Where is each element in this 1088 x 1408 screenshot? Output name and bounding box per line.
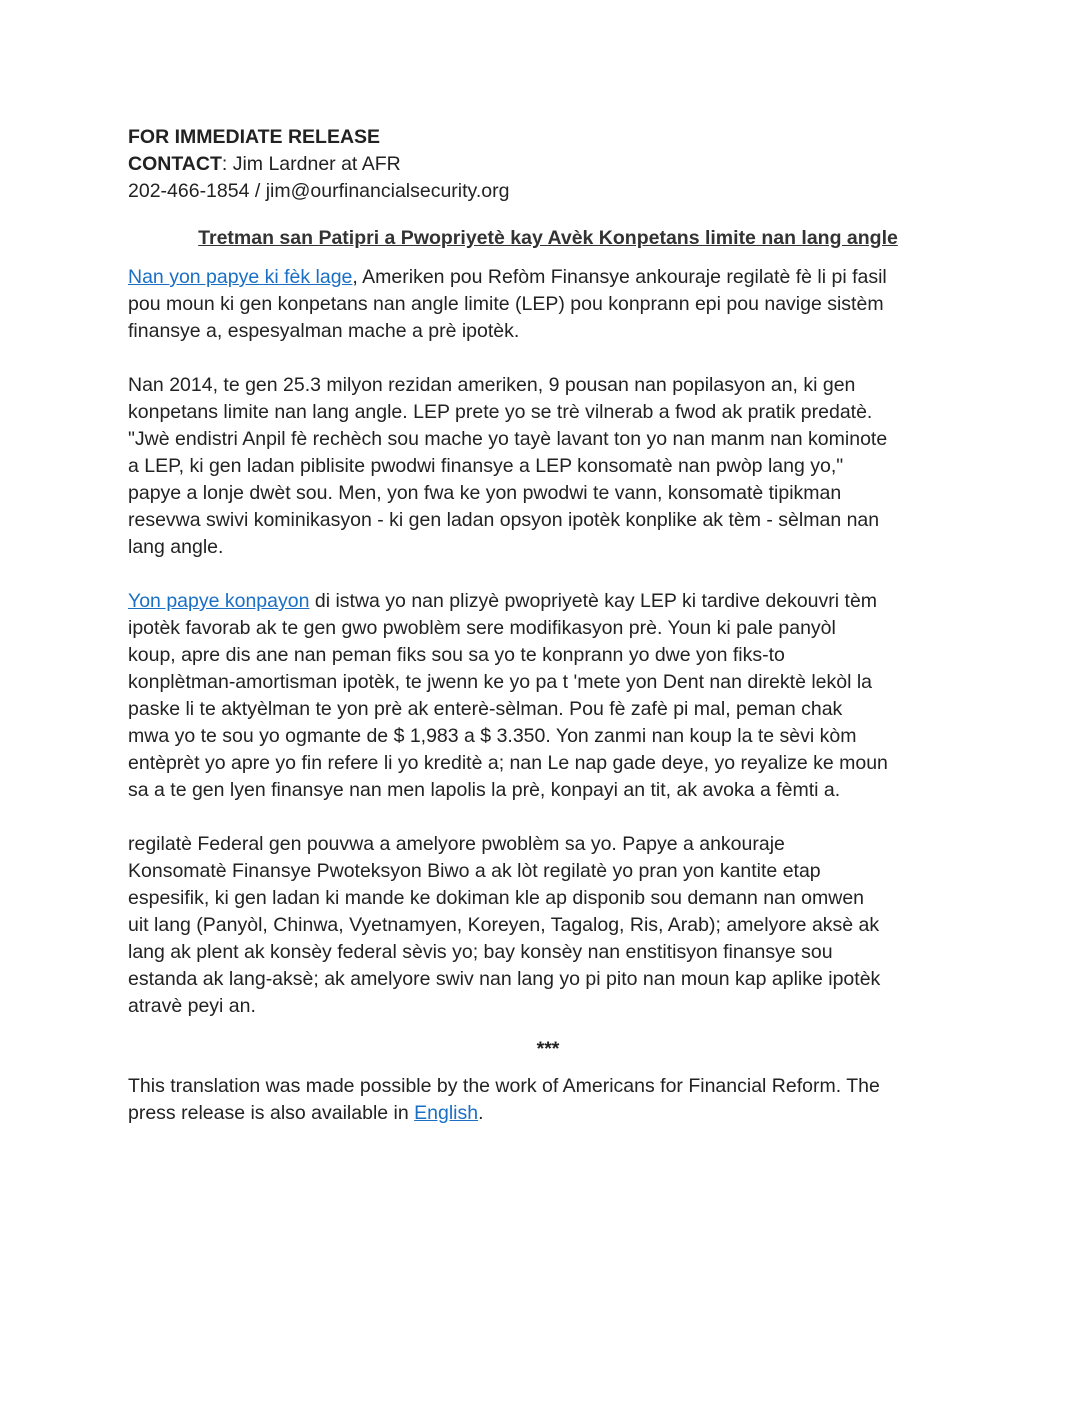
english-link[interactable]: English: [414, 1102, 479, 1124]
paragraph-line: entèprèt yo apre yo fin refere li yo kreditè a; nan Le nap gade deye, yo reyalize ke moun: [128, 752, 888, 774]
paragraph-1: [128, 264, 968, 345]
paper-link[interactable]: Nan yon papye ki fèk lage: [128, 266, 353, 288]
contact-line: [128, 151, 968, 178]
press-release-header: [128, 124, 968, 205]
paragraph-line: resevwa swivi kominikasyon - ki gen ladan opsyon ipotèk konplike ak tèm - sèlman nan: [128, 509, 880, 531]
paragraph-3: [128, 588, 968, 804]
paragraph-line: papye a lonje dwèt sou. Men, yon fwa ke yon pwodwi te vann, konsomatè tipikman: [128, 482, 842, 504]
paragraph-line: paske li te aktyèlman te yon prè ak enterè-sèlman. Pou fè zafè pi mal, peman chak: [128, 698, 843, 720]
document-page: [128, 124, 968, 1154]
paragraph-line: finansye a, espesyalman mache a prè ipotèk.: [128, 320, 520, 342]
paragraph-line: lang angle.: [128, 536, 224, 558]
paragraph-line: [128, 588, 968, 615]
paragraph-line: [128, 1100, 968, 1127]
paragraph-line: uit lang (Panyòl, Chinwa, Vyetnamyen, Koreyen, Tagalog, Ris, Arab); amelyore aksè ak: [128, 914, 880, 936]
section-separator: ***: [536, 1038, 560, 1060]
paragraph-line: sa a te gen lyen finansye nan men lapolis la prè, konpayi an tit, ak avoka a fèmti a.: [128, 779, 841, 801]
companion-paper-link[interactable]: Yon papye konpayon: [128, 590, 310, 612]
paragraph-line: koup, apre dis ane nan peman fiks sou sa yo te konprann yo dwe yon fiks-to: [128, 644, 785, 666]
paragraph-line: espesifik, ki gen ladan ki mande ke dokiman kle ap disponib sou demann nan omwen: [128, 887, 865, 909]
footer-note: [128, 1073, 968, 1127]
paragraph-line: atravè peyi an.: [128, 995, 256, 1017]
paragraph-line: konpetans limite nan lang angle. LEP prete yo se trè vilnerab a fwod ak pratik predatè.: [128, 401, 873, 423]
paragraph-line: "Jwè endistri Anpil fè rechèch sou mache yo tayè lavant ton yo nan manm nan kominote: [128, 428, 888, 450]
paragraph-text: press release is also available in: [128, 1102, 415, 1124]
paragraph-line: regilatè Federal gen pouvwa a amelyore pwoblèm sa yo. Papye a ankouraje: [128, 833, 785, 855]
paragraph-line: Nan 2014, te gen 25.3 milyon rezidan ameriken, 9 pousan nan popilasyon an, ki gen: [128, 374, 856, 396]
paragraph-line: Konsomatè Finansye Pwoteksyon Biwo a ak lòt regilatè yo pran yon kantite etap: [128, 860, 821, 882]
paragraph-line: a LEP, ki gen ladan piblisite pwodwi finansye a LEP konsomatè nan pwòp lang yo,": [128, 455, 844, 477]
paragraph-line: This translation was made possible by the work of Americans for Financial Reform. The: [128, 1075, 880, 1097]
paragraph-4: [128, 831, 968, 1020]
release-label: FOR IMMEDIATE RELEASE: [128, 126, 381, 148]
contact-label: CONTACT: [128, 153, 222, 175]
paragraph-line: pou moun ki gen konpetans nan angle limite (LEP) pou konprann epi pou navige sistèm: [128, 293, 884, 315]
contact-value: : Jim Lardner at AFR: [221, 153, 401, 175]
paragraph-text: .: [478, 1102, 484, 1124]
paragraph-line: ipotèk favorab ak te gen gwo pwoblèm sere modifikasyon prè. Youn ki pale panyòl: [128, 617, 836, 639]
paragraph-text: di istwa yo nan plizyè pwopriyetè kay LEP ki tardive dekouvri tèm: [309, 590, 878, 612]
paragraph-line: konplètman-amortisman ipotèk, te jwenn ke yo pa t 'mete yon Dent nan direktè lekòl la: [128, 671, 873, 693]
paragraph-text: , Ameriken pou Refòm Finansye ankouraje regilatè fè li pi fasil: [352, 266, 887, 288]
paragraph-line: lang ak plent ak konsèy federal sèvis yo; bay konsèy nan enstitisyon finansye sou: [128, 941, 833, 963]
paragraph-line: estanda ak lang-aksè; ak amelyore swiv nan lang yo pi pito nan moun kap aplike ipotèk: [128, 968, 881, 990]
paragraph-line: [128, 264, 968, 291]
phone-email: 202-466-1854 / jim@ourfinancialsecurity.org: [128, 180, 510, 202]
document-title: Tretman san Patipri a Pwopriyetè kay Avèk Konpetans limite nan lang angle: [198, 227, 898, 249]
paragraph-line: mwa yo te sou yo ogmante de $ 1,983 a $ 3.350. Yon zanmi nan koup la te sèvi kòm: [128, 725, 857, 747]
paragraph-2: [128, 372, 968, 561]
